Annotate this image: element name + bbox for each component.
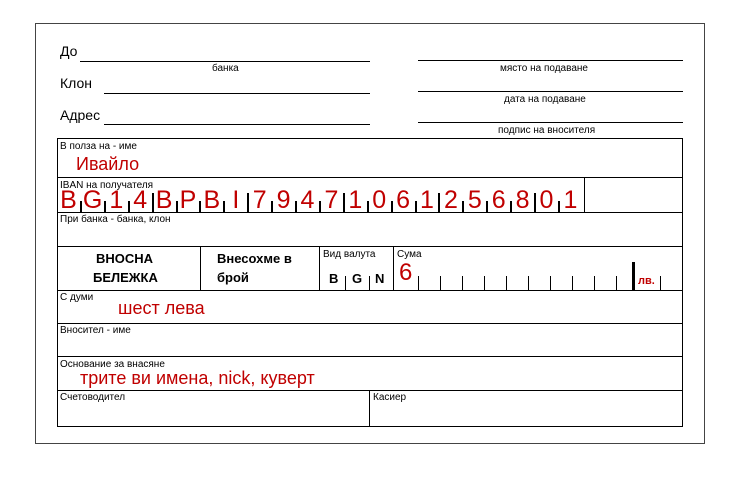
iban-char: 4 bbox=[133, 186, 148, 214]
words-value[interactable]: шест лева bbox=[118, 298, 205, 318]
slip-title-line1: ВНОСНА bbox=[96, 251, 154, 266]
place-caption: място на подаване bbox=[500, 63, 588, 74]
slip-divider-3 bbox=[393, 246, 394, 290]
date-line[interactable] bbox=[418, 91, 683, 92]
iban-separator bbox=[486, 201, 488, 212]
iban-separator bbox=[247, 193, 249, 212]
amount-tick bbox=[440, 276, 441, 290]
row-line-words bbox=[57, 290, 682, 291]
amount-tick bbox=[550, 276, 551, 290]
iban-separator bbox=[319, 201, 321, 212]
amount-label: Сума bbox=[397, 249, 422, 260]
iban-separator bbox=[80, 201, 82, 212]
iban-char: 7 bbox=[324, 186, 339, 214]
footer-divider bbox=[369, 390, 370, 426]
iban-separator bbox=[534, 193, 536, 212]
iban-char: 1 bbox=[348, 186, 363, 214]
iban-char: 8 bbox=[515, 186, 530, 214]
amount-decimal-marker bbox=[632, 262, 635, 290]
table-right-border-bottom bbox=[682, 290, 683, 427]
iban-char: B bbox=[155, 186, 173, 214]
iban-char: 9 bbox=[276, 186, 291, 214]
iban-char: 7 bbox=[252, 186, 267, 214]
table-right-border-top bbox=[682, 138, 683, 290]
currency-char-b: B bbox=[329, 271, 339, 286]
currency-char-g: G bbox=[352, 271, 363, 286]
basis-label: Основание за внасяне bbox=[60, 359, 165, 370]
iban-char: 1 bbox=[563, 186, 578, 214]
iban-separator bbox=[223, 201, 225, 212]
row-line-iban bbox=[57, 177, 682, 178]
iban-end-border bbox=[584, 177, 585, 212]
iban-separator bbox=[415, 201, 417, 212]
slip-title-line2: БЕЛЕЖКА bbox=[93, 270, 158, 285]
iban-char: 0 bbox=[539, 186, 554, 214]
iban-separator bbox=[391, 201, 393, 212]
iban-char: 6 bbox=[491, 186, 506, 214]
to-label: До bbox=[60, 43, 78, 59]
iban-char: 2 bbox=[443, 186, 458, 214]
iban-char: 4 bbox=[300, 186, 315, 214]
iban-char: B bbox=[60, 186, 77, 214]
iban-separator bbox=[104, 201, 106, 212]
iban-label: IBAN на получателя bbox=[60, 180, 154, 191]
iban-char: 1 bbox=[109, 186, 124, 214]
iban-separator bbox=[271, 201, 273, 212]
cash-line1: Внесохме в bbox=[217, 251, 292, 266]
branch-label: Клон bbox=[60, 75, 92, 91]
words-label: С думи bbox=[60, 292, 94, 303]
iban-char: I bbox=[232, 186, 240, 214]
amount-tick bbox=[506, 276, 507, 290]
row-line-slip bbox=[57, 246, 682, 247]
signature-caption: подпис на вносителя bbox=[498, 125, 596, 136]
iban-separator bbox=[438, 193, 440, 212]
iban-separator bbox=[510, 201, 512, 212]
beneficiary-value[interactable]: Ивайло bbox=[76, 154, 140, 174]
address-line[interactable] bbox=[104, 124, 370, 125]
cashier-label: Касиер bbox=[373, 392, 407, 403]
iban-separator bbox=[295, 201, 297, 212]
bank-caption: банка bbox=[212, 63, 239, 74]
iban-separator bbox=[176, 201, 178, 212]
iban-separator bbox=[367, 201, 369, 212]
amount-tick bbox=[572, 276, 573, 290]
amount-tick bbox=[594, 276, 595, 290]
amount-value[interactable]: 6 bbox=[399, 259, 413, 286]
amount-tick bbox=[660, 276, 661, 290]
beneficiary-label: В полза на - име bbox=[60, 141, 137, 152]
row-line-depositor bbox=[57, 323, 682, 324]
iban-char: P bbox=[179, 186, 197, 214]
bank-branch-label: При банка - банка, клон bbox=[60, 214, 171, 225]
amount-tick bbox=[462, 276, 463, 290]
address-label: Адрес bbox=[60, 107, 101, 123]
row-line-basis bbox=[57, 356, 682, 357]
table-left-border bbox=[57, 138, 58, 427]
iban-separator bbox=[558, 201, 560, 212]
iban-char: 6 bbox=[396, 186, 411, 214]
iban-char: 5 bbox=[467, 186, 482, 214]
iban-separator bbox=[343, 193, 345, 212]
amount-tick bbox=[616, 276, 617, 290]
amount-tick bbox=[484, 276, 485, 290]
basis-value[interactable]: трите ви имена, nick, куверт bbox=[80, 368, 315, 388]
currency-label: Вид валута bbox=[323, 249, 376, 260]
iban-separator bbox=[462, 201, 464, 212]
depositor-label: Вносител - име bbox=[60, 325, 131, 336]
iban-separator bbox=[199, 201, 201, 212]
iban-char: G bbox=[82, 186, 103, 214]
iban-separator bbox=[128, 201, 130, 212]
signature-line[interactable] bbox=[418, 122, 683, 123]
row-line-top bbox=[57, 138, 682, 139]
row-line-bottom bbox=[57, 426, 682, 427]
slip-divider-1 bbox=[200, 246, 201, 290]
branch-line[interactable] bbox=[104, 93, 370, 94]
iban-char: 1 bbox=[420, 186, 434, 214]
slip-divider-2 bbox=[319, 246, 320, 290]
to-line[interactable] bbox=[80, 61, 370, 62]
place-line[interactable] bbox=[418, 60, 683, 61]
iban-char: B bbox=[203, 186, 221, 214]
cash-line2: брой bbox=[217, 270, 249, 285]
currency-tick bbox=[369, 276, 370, 290]
iban-separator bbox=[152, 193, 154, 212]
iban-char: 0 bbox=[372, 186, 387, 214]
amount-tick bbox=[418, 276, 419, 290]
currency-char-n: N bbox=[375, 271, 385, 286]
date-caption: дата на подаване bbox=[504, 94, 586, 105]
amount-tick bbox=[528, 276, 529, 290]
accountant-label: Счетоводител bbox=[60, 392, 126, 403]
currency-tick bbox=[345, 276, 346, 290]
amount-unit: лв. bbox=[638, 275, 655, 287]
